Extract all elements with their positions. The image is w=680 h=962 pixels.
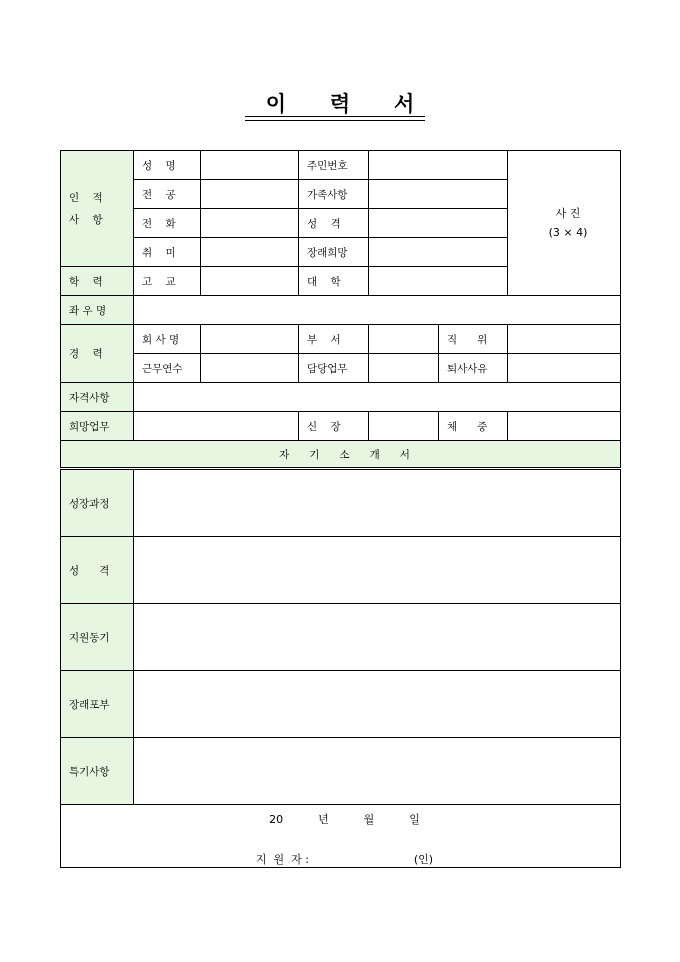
personal-info-group-label: 인 적 사 항: [61, 151, 134, 267]
title-text: 이 력 서: [265, 92, 415, 116]
leave-reason-field[interactable]: [508, 354, 621, 383]
date-line[interactable]: 20 년 월 일: [269, 813, 420, 826]
duty-field[interactable]: [369, 354, 439, 383]
name-label: 성 명: [134, 151, 201, 180]
university-label: 대 학: [299, 267, 369, 296]
major-label: 전 공: [134, 180, 201, 209]
document-title: [0, 88, 680, 118]
leave-reason-label: 퇴사사유: [439, 354, 508, 383]
dept-label: 부 서: [299, 325, 369, 354]
company-field[interactable]: [201, 325, 299, 354]
aspiration-label: 장래포부: [61, 671, 134, 738]
dept-field[interactable]: [369, 325, 439, 354]
height-label: 신 장: [299, 412, 369, 441]
duty-label: 담당업무: [299, 354, 369, 383]
desired-job-label: 희망업무: [61, 412, 134, 441]
hope-label: 장래희망: [299, 238, 369, 267]
resume-form: [60, 150, 621, 868]
special-label: 특기사항: [61, 738, 134, 805]
highschool-label: 고 교: [134, 267, 201, 296]
personality-short-field[interactable]: [369, 209, 508, 238]
personality-field[interactable]: [134, 537, 621, 604]
special-field[interactable]: [134, 738, 621, 805]
rrn-field[interactable]: [369, 151, 508, 180]
education-label: 학 력: [61, 267, 134, 296]
self-intro-header: 자 기 소 개 서: [61, 441, 621, 469]
highschool-field[interactable]: [201, 267, 299, 296]
growth-label: 성장과정: [61, 469, 134, 537]
motive-field[interactable]: [134, 604, 621, 671]
hobby-label: 취 미: [134, 238, 201, 267]
motto-label: 좌 우 명: [61, 296, 134, 325]
motive-label: 지원동기: [61, 604, 134, 671]
name-field[interactable]: [201, 151, 299, 180]
hope-field[interactable]: [369, 238, 508, 267]
phone-label: 전 화: [134, 209, 201, 238]
family-label: 가족사항: [299, 180, 369, 209]
motto-field[interactable]: [134, 296, 621, 325]
aspiration-field[interactable]: [134, 671, 621, 738]
growth-field[interactable]: [134, 469, 621, 537]
hobby-field[interactable]: [201, 238, 299, 267]
career-label: 경 력: [61, 325, 134, 383]
weight-label: 체 중: [439, 412, 508, 441]
height-field[interactable]: [369, 412, 439, 441]
photo-size: (3 × 4): [548, 226, 588, 239]
rrn-label: 주민번호: [299, 151, 369, 180]
weight-field[interactable]: [508, 412, 621, 441]
title-underline-top: [245, 116, 425, 117]
university-field[interactable]: [369, 267, 508, 296]
personality-label: 성 격: [61, 537, 134, 604]
title-underline-bottom: [245, 120, 425, 121]
family-field[interactable]: [369, 180, 508, 209]
photo-box[interactable]: [508, 151, 621, 296]
desired-job-field[interactable]: [134, 412, 299, 441]
years-field[interactable]: [201, 354, 299, 383]
signature-section: [61, 805, 621, 868]
applicant-line[interactable]: 지 원 자 : (인): [255, 853, 434, 866]
position-field[interactable]: [508, 325, 621, 354]
position-label: 직 위: [439, 325, 508, 354]
major-field[interactable]: [201, 180, 299, 209]
photo-label: 사 진: [555, 207, 581, 220]
years-label: 근무연수: [134, 354, 201, 383]
license-field[interactable]: [134, 383, 621, 412]
license-label: 자격사항: [61, 383, 134, 412]
company-label: 회 사 명: [134, 325, 201, 354]
personality-short-label: 성 격: [299, 209, 369, 238]
phone-field[interactable]: [201, 209, 299, 238]
